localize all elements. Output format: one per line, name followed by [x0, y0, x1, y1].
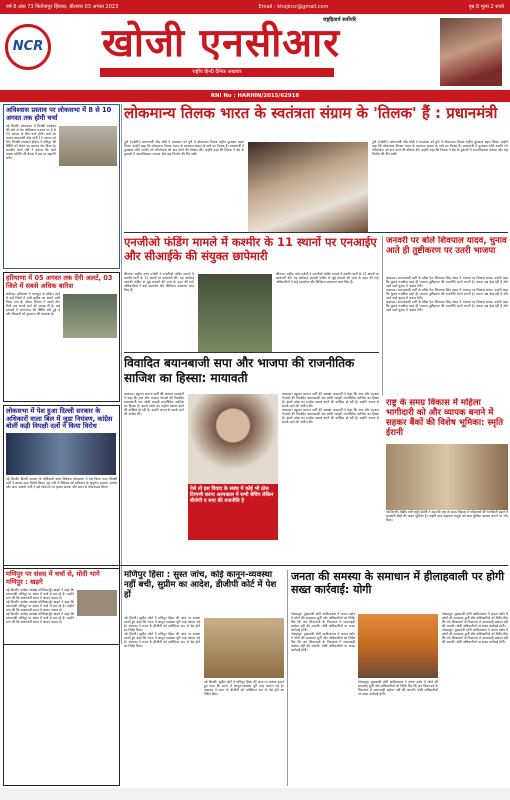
- mayawati-photo: [188, 394, 278, 484]
- supreme-court-photo: [204, 618, 284, 678]
- story-text: नई दिल्ली। दिल्ली सरकार के अधिकारों वाला विधेयक लोकसभा में पेश किया गया। विपक्षी दलों ने इसका कड़ा विरोध किया। गृह मंत्री ने विधेयक को संविधान के अनुरूप बताया। कांग्रेस और आम आदमी पार्टी ने इसे लोकतंत्र पर हमला बताया और सदन से वॉकआउट किया।: [6, 476, 117, 489]
- newspaper-title: खोजी एनसीआर: [102, 21, 341, 66]
- photo-caption: ऐसे तो इस विवाद के संबंध में कोई भी ठोस टिप्पणी करना अल्पकाल में सभी बेचिंग लेकिन बीजेपी व सपा की राजनीति है: [188, 484, 278, 540]
- column-divider: [287, 570, 288, 786]
- story-headline: जनवरी पर बोले शिवपाल यादव, चुनाव आते ही तुष्टीकरण पर उतरी भाजपा: [386, 236, 507, 256]
- story-ngo-text: श्रीनगर। राष्ट्रीय जांच एजेंसी ने एनजीओ फंडिंग मामले में कश्मीर घाटी के 11 स्थानों पर छापेमारी की। यह कार्रवाई आतंकी फंडिंग से जुड़े मामलों की जांच के तहत की गई। अधिकारियों ने कई दस्तावेज और डिजिटल उपकरण जब्त किए हैं।: [124, 272, 194, 292]
- masthead-photo: [440, 18, 502, 86]
- story-yogi-text: गोरखपुर। मुख्यमंत्री योगी आदित्यनाथ ने जनता दर्शन में लोगों की समस्याएं सुनीं और अधिकारियों को निर्देश दिए कि जन शिकायतों के निस्तारण में लापरवाही बर्दाश्त नहीं की जाएगी। दोषी अधिकारियों पर सख्त कार्रवाई होगी। गोरखपुर। मुख्यमंत्री योगी आदित्यनाथ ने जनता दर्शन में लोगों की समस्याएं सुनीं और अधिकारियों को निर्देश दिए कि जन शिकायतों के निस्तारण में लापरवाही बर्दाश्त नहीं की जाएगी। दोषी अधिकारियों पर सख्त कार्रवाई होगी।: [291, 612, 355, 652]
- column-divider: [121, 104, 122, 644]
- story-no-confidence: [3, 104, 120, 269]
- page-info: पृष्ठ 8 मूल्य 2 रुपये: [468, 3, 504, 10]
- story-mayawati: [124, 356, 379, 390]
- story-headline: मणिपुर पर संसद में चर्चा से, मोदी भागे मणिपुर : खड़गे: [6, 570, 100, 586]
- email-address[interactable]: Email : khojincr@gmail.com: [258, 3, 329, 10]
- story-shivpal-text: लखनऊ। समाजवादी पार्टी के वरिष्ठ नेता शिवपाल सिंह यादव ने भाजपा पर निशाना साधा। उन्होंने कहा कि चुनाव नजदीक आते ही भाजपा तुष्टीकरण की राजनीति करने लगती है। जनता सब देख रही है और आने वाले चुनाव में जवाब देगी। लखनऊ। समाजवादी पार्टी के वरिष्ठ नेता शिवपाल सिंह यादव ने भाजपा पर निशाना साधा। उन्होंने कहा कि चुनाव नजदीक आते ही भाजपा तुष्टीकरण की राजनीति करने लगती है। जनता सब देख रही है और आने वाले चुनाव में जवाब देगी। लखनऊ। समाजवादी पार्टी के वरिष्ठ नेता शिवपाल सिंह यादव ने भाजपा पर निशाना साधा। उन्होंने कहा कि चुनाव नजदीक आते ही भाजपा तुष्टीकरण की राजनीति करने लगती है। जनता सब देख रही है और आने वाले चुनाव में जवाब देगी।: [386, 276, 508, 312]
- story-headline: लोकसभा में पेश हुआ दिल्ली सरकार के अधिकारों वाला बिल में जुडा नियंत्रण, कांग्रेस बोलीं कड़ी विपक्षी दलों ने किया विरोध: [6, 407, 113, 431]
- story-smriti-text: नई दिल्ली। केंद्रीय मंत्री स्मृति ईरानी ने कहा कि राष्ट्र के समग्र विकास में महिलाओं की भागीदारी बढ़ाने में सहकारी बैंकों की अहम भूमिका है। उन्होंने स्वयं सहायता समूहों को ऋण सुविधा आसान बनाने पर जोर दिया।: [386, 510, 508, 522]
- rni-bar: RNI No : HARHIN/2015/62918: [0, 90, 510, 102]
- story-yogi: [291, 570, 508, 606]
- story-headline: विवादित बयानबाजी सपा और भाजपा की राजनीतिक साजिश का हिस्सा: मायावती: [124, 356, 355, 385]
- story-haryana-alert: [3, 272, 120, 402]
- divider: [124, 232, 508, 233]
- lead-story-text-1: पुणे (एजेंसी)। प्रधानमंत्री नरेंद्र मोदी ने मंगलवार को पुणे में लोकमान्य तिलक राष्ट्रीय पुरस्कार ग्रहण किया। उन्होंने कहा कि लोकमान्य तिलक भारत के स्वतंत्रता संग्राम के माथे का तिलक हैं। प्रधानमंत्री ने पुरस्कार राशि नमामि गंगे परियोजना को दान करने की घोषणा की। उन्होंने कहा कि तिलक ने देश के युवाओं में आत्मविश्वास जगाया और राष्ट्र निर्माण की नींव रखी।: [124, 140, 244, 156]
- lead-story-text-2: पुणे (एजेंसी)। प्रधानमंत्री नरेंद्र मोदी ने मंगलवार को पुणे में लोकमान्य तिलक राष्ट्रीय पुरस्कार ग्रहण किया। उन्होंने कहा कि लोकमान्य तिलक भारत के स्वतंत्रता संग्राम के माथे का तिलक हैं। प्रधानमंत्री ने पुरस्कार राशि नमामि गंगे परियोजना को दान करने की घोषणा की। उन्होंने कहा कि तिलक ने देश के युवाओं में आत्मविश्वास जगाया और राष्ट्र निर्माण की नींव रखी।: [372, 140, 508, 156]
- top-info-bar: [0, 0, 510, 14]
- rain-photo: [63, 294, 117, 338]
- story-manipur-court: [124, 570, 284, 614]
- story-headline: मणिपुर हिंसा : सुस्त जांच, कोई कानून-व्यवस्था नहीं बची, सुप्रीम का आदेश, डीजीपी कोर्ट में पेश हों: [124, 570, 277, 600]
- story-mayawati-text-2: लखनऊ। बहुजन समाज पार्टी की अध्यक्ष मायावती ने कहा कि सपा और भाजपा नेताओं की विवादित बयानबाजी एक सोची समझी राजनीतिक साजिश का हिस्सा है। इससे प्रदेश का माहौल खराब करने की कोशिश हो रही है। उन्होंने जनता से सतर्क रहने की अपील की। लखनऊ। बहुजन समाज पार्टी की अध्यक्ष मायावती ने कहा कि सपा और भाजपा नेताओं की विवादित बयानबाजी एक सोची समझी राजनीतिक साजिश का हिस्सा है। इससे प्रदेश का माहौल खराब करने की कोशिश हो रही है। उन्होंने जनता से सतर्क रहने की अपील की।: [282, 392, 379, 424]
- story-shivpal: [386, 236, 508, 274]
- story-court-text: नई दिल्ली। सुप्रीम कोर्ट ने मणिपुर हिंसा की जांच पर सवाल उठाते हुए कहा कि राज्य में कानून-व्यवस्था पूरी तरह चरमरा गई है। अदालत ने राज्य के डीजीपी को व्यक्तिगत रूप से पेश होने का निर्देश दिया। नई दिल्ली। सुप्रीम कोर्ट ने मणिपुर हिंसा की जांच पर सवाल उठाते हुए कहा कि राज्य में कानून-व्यवस्था पूरी तरह चरमरा गई है। अदालत ने राज्य के डीजीपी को व्यक्तिगत रूप से पेश होने का निर्देश दिया।: [124, 616, 200, 648]
- divider: [3, 565, 508, 566]
- story-ngo-text-2: श्रीनगर। राष्ट्रीय जांच एजेंसी ने एनजीओ फंडिंग मामले में कश्मीर घाटी के 11 स्थानों पर छापेमारी की। यह कार्रवाई आतंकी फंडिंग से जुड़े मामलों की जांच के तहत की गई। अधिकारियों ने कई दस्तावेज और डिजिटल उपकरण जब्त किए हैं।: [276, 272, 379, 284]
- yogi-photo: [358, 614, 438, 678]
- parliament-photo: [6, 433, 116, 475]
- story-headline: हरियाणा में 05 अगस्त तक देंगी अलर्ट, 03 जिले में सबसे अधिक बारिश: [6, 274, 113, 290]
- lead-headline: लोकमान्य तिलक भारत के स्वतंत्रता संग्राम के 'तिलक' हैं : प्रधानमंत्री: [124, 104, 498, 122]
- story-ngo-raid: [124, 236, 379, 268]
- issue-info: वर्ष 8 अंक 73 फिरोजपुर झिरका, बीलवार 03 अगस्त 2023: [6, 3, 119, 10]
- story-yogi-text-2: गोरखपुर। मुख्यमंत्री योगी आदित्यनाथ ने जनता दर्शन में लोगों की समस्याएं सुनीं और अधिकारियों को निर्देश दिए कि जन शिकायतों के निस्तारण में लापरवाही बर्दाश्त नहीं की जाएगी। दोषी अधिकारियों पर सख्त कार्रवाई होगी।: [358, 680, 438, 696]
- left-column: [3, 104, 120, 648]
- story-smriti: [386, 398, 508, 438]
- divider: [124, 352, 379, 353]
- story-mayawati-text: लखनऊ। बहुजन समाज पार्टी की अध्यक्ष मायावती ने कहा कि सपा और भाजपा नेताओं की विवादित बयानबाजी एक सोची समझी राजनीतिक साजिश का हिस्सा है। इससे प्रदेश का माहौल खराब करने की कोशिश हो रही है। उन्होंने जनता से सतर्क रहने की अपील की।: [124, 392, 184, 416]
- story-headline: राष्ट्र के समग्र विकास में महिला भागीदारी को और व्यापक बनाने में सहकर बैंकों की विशेष भूमिका: स्मृति ईरानी: [386, 398, 504, 438]
- modi-photo: [248, 142, 368, 232]
- smriti-event-photo: [386, 444, 508, 510]
- tagline-bar: राष्ट्रीय हिन्दी दैनिक अखबार: [100, 68, 334, 77]
- story-kharge: मणिपुर पर संसद में चर्चा से, मोदी भागे मणिपुर : खड़गे नई दिल्ली। कांग्रेस अध्यक्ष मल्लिकार्जुन खड़गे ने कहा कि प्रधानमंत्री मणिपुर पर संसद में चर्चा से बच रहे हैं। उन्होंने मांग की कि प्रधानमंत्री सदन में आकर जवाब दें। नई दिल्ली। कांग्रेस अध्यक्ष मल्लिकार्जुन खड़गे ने कहा कि प्रधानमंत्री मणिपुर पर संसद में चर्चा से बच रहे हैं। उन्होंने मांग की कि प्रधानमंत्री सदन में आकर जवाब दें। नई दिल्ली। कांग्रेस अध्यक्ष मल्लिकार्जुन खड़गे ने कहा कि प्रधानमंत्री मणिपुर पर संसद में चर्चा से बच रहे हैं। उन्होंने मांग की कि प्रधानमंत्री सदन में आकर जवाब दें।: [3, 568, 120, 786]
- story-headline: एनजीओ फंडिंग मामले में कश्मीर के 11 स्थानों पर एनआईए और सीआईके की संयुक्त छापेमारी: [124, 236, 377, 263]
- kharge-photo: [77, 590, 117, 616]
- parliament-photo: [59, 126, 117, 166]
- column-divider: [382, 236, 383, 396]
- story-headline: जनता की समस्या के समाधान में हीलाहवाली पर होगी सख्त कार्रवाई: योगी: [291, 570, 505, 596]
- bottom-strip: [0, 788, 510, 800]
- story-headline: अविश्वास प्रस्ताव पर लोकसभा में 8 से 10 अगस्त तक होगी चर्चा: [6, 106, 112, 122]
- story-text: चंडीगढ़। हरियाणा में मानसून के सक्रिय रहने से कई जिलों में भारी बारिश का अलर्ट जारी किया गया है। मौसम विभाग ने अगले तीन दिनों तक सतर्क रहने की सलाह दी है। कई इलाकों में जलभराव की स्थिति बनी हुई है और किसानों को नुकसान की आशंका है।: [6, 292, 60, 317]
- story-text: नई दिल्ली। लोकसभा में विपक्षी गठबंधन की ओर से पेश अविश्वास प्रस्ताव पर 8 से 10 अगस्त के बीच चर्चा होगी। चर्चा का जवाब प्रधानमंत्री नरेंद्र मोदी 10 अगस्त को देंगे। विपक्षी गठबंधन इंडिया ने मणिपुर की स्थिति को लेकर यह प्रस्ताव पेश किया है। संसदीय कार्य मंत्री ने बताया कि कार्य मंत्रणा समिति की बैठक में इस पर सहमति बनी।: [6, 124, 57, 161]
- story-court-text-2: नई दिल्ली। सुप्रीम कोर्ट ने मणिपुर हिंसा की जांच पर सवाल उठाते हुए कहा कि राज्य में कानून-व्यवस्था पूरी तरह चरमरा गई है। अदालत ने राज्य के डीजीपी को व्यक्तिगत रूप से पेश होने का निर्देश दिया।: [204, 680, 284, 696]
- story-yogi-text-3: गोरखपुर। मुख्यमंत्री योगी आदित्यनाथ ने जनता दर्शन में लोगों की समस्याएं सुनीं और अधिकारियों को निर्देश दिए कि जन शिकायतों के निस्तारण में लापरवाही बर्दाश्त नहीं की जाएगी। दोषी अधिकारियों पर सख्त कार्रवाई होगी। गोरखपुर। मुख्यमंत्री योगी आदित्यनाथ ने जनता दर्शन में लोगों की समस्याएं सुनीं और अधिकारियों को निर्देश दिए कि जन शिकायतों के निस्तारण में लापरवाही बर्दाश्त नहीं की जाएगी। दोषी अधिकारियों पर सख्त कार्रवाई होगी।: [442, 612, 508, 644]
- tagline-top: राष्ट्रहितार्थ सर्वोपरि: [323, 17, 356, 23]
- ncr-logo: NCR: [5, 24, 51, 70]
- nia-raid-photo: [198, 274, 272, 352]
